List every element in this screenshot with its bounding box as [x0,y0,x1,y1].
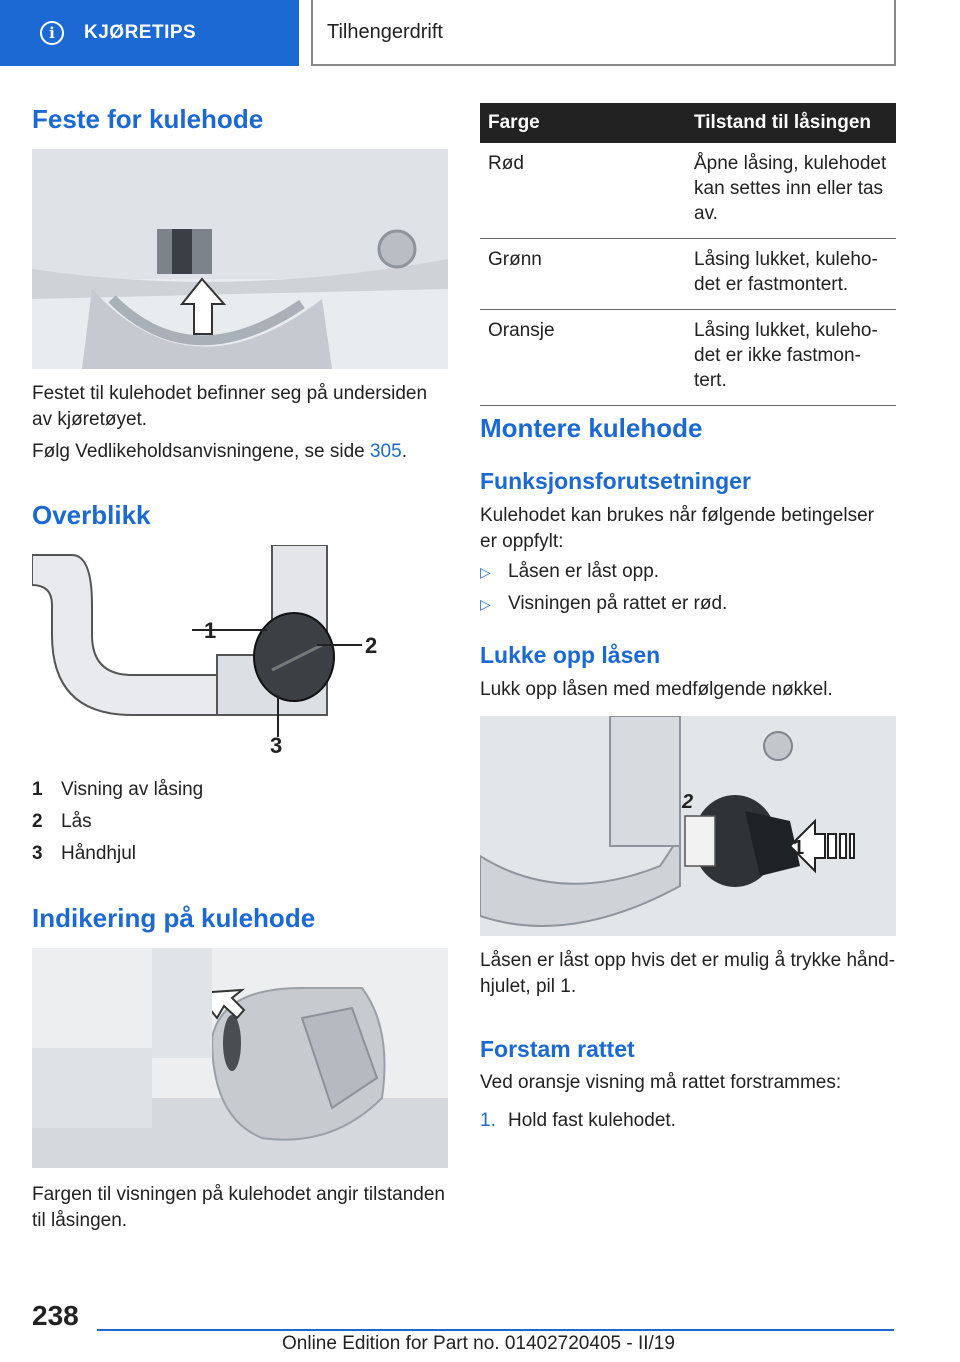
table-row [480,239,896,310]
lukke-text-2: Låsen er låst opp hvis det er mulig å trykke hånd-hjulet, pil 1. [480,950,896,997]
callout-2: 2 [365,633,378,658]
illustration-overview [32,545,448,765]
feste-text-2: Følg Vedlikeholdsanvisningene, se side 305. [32,441,407,462]
triangle-bullet-icon: ▷ [480,563,491,580]
column-header: Tilstand til låsingen [686,103,896,143]
chapter-title: Tilhengerdrift [311,0,896,66]
legend-list [32,774,448,870]
page-header [0,0,960,66]
legend-item: 3 Håndhjul [32,843,136,864]
prerequisite-list [480,556,896,620]
table-header-row [480,103,896,143]
illustration-indicator [32,948,448,1168]
illustration-unlock [480,716,896,936]
table-cell: Rød [480,143,686,239]
table-row [480,143,896,239]
callout-1: 1 [204,618,217,643]
list-item: 1. Hold fast kulehodet. [480,1110,676,1131]
heading-feste: Feste for kulehode [32,104,264,134]
table-row [480,310,896,406]
heading-forstam: Forstam rattet [480,1036,635,1062]
table-cell: Åpne låsing, kulehodet kan settes inn eller tas av. [686,143,896,239]
callout-1: 1 [793,837,805,859]
footer-divider [97,1329,894,1331]
illustration-mount-point [32,149,448,369]
lock-state-table [480,103,896,406]
forutsetninger-text: Kulehodet kan brukes når følgende betingelser er oppfylt: [480,505,874,552]
table-cell: Oransje [480,310,686,406]
triangle-bullet-icon: ▷ [480,595,491,612]
indikering-text: Fargen til visningen på kulehodet angir tilstanden til låsingen. [32,1184,445,1231]
legend-item: 2 Lås [32,811,92,832]
page-number: 238 [32,1300,79,1331]
page-link-305[interactable]: 305 [369,441,402,462]
callout-3: 3 [270,733,283,758]
legend-item: 1 Visning av låsing [32,779,204,800]
feste-text-1: Festet til kulehodet befinner seg på undersiden av kjøretøyet. [32,383,428,430]
heading-montere: Montere kulehode [480,413,703,443]
list-item: ▷ Låsen er låst opp. [480,561,660,582]
callout-2: 2 [682,791,694,813]
section-label: KJØRETIPS [84,22,197,43]
edition-text: Online Edition for Part no. 01402720405 - II/19 [282,1333,675,1354]
list-item: ▷ Visningen på rattet er rød. [480,593,728,614]
section-tab[interactable] [0,0,299,66]
table-cell: Grønn [480,239,686,310]
heading-forutsetninger: Funksjonsforutsetninger [480,468,751,494]
table-cell: Låsing lukket, kuleho-det er ikke fastmon-tert. [686,310,896,406]
steps-list [480,1105,896,1137]
forstam-text: Ved oransje visning må rattet forstrammes: [480,1072,842,1093]
heading-indikering: Indikering på kulehode [32,903,316,933]
table-cell: Låsing lukket, kuleho-det er fastmontert. [686,239,896,310]
heading-lukke: Lukke opp låsen [480,642,661,668]
lukke-text: Lukk opp låsen med medfølgende nøkkel. [480,679,833,700]
heading-overblikk: Overblikk [32,500,151,530]
info-icon: i [40,21,64,45]
column-header: Farge [480,103,686,143]
